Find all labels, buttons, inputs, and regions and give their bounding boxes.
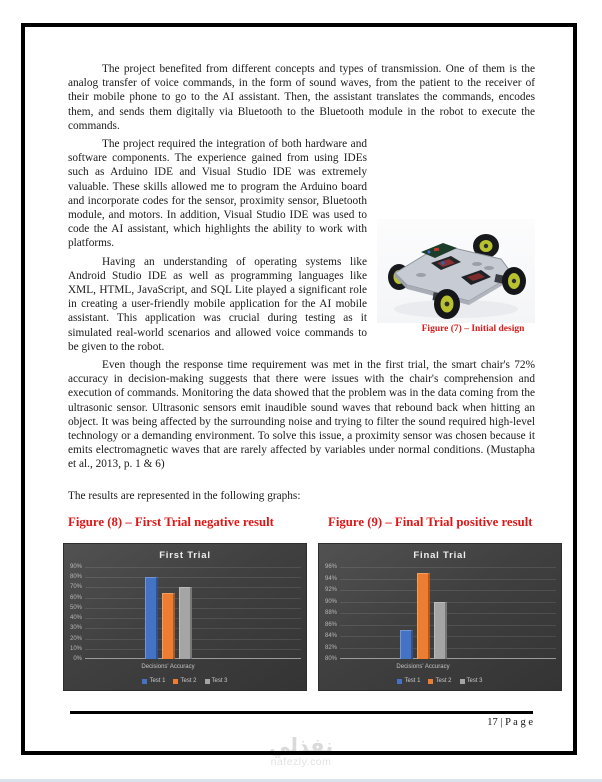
figure-8-caption: Figure (8) – First Trial negative result [68,515,274,529]
paragraph-operating-systems-text: Having an understanding of operating systems like Android Studio IDE as well as programming languages like XML, HTML, JavaScript, and SQL Lite played a significant role in creating a user-friendly mobile application for the AI mobile assistant. This application was crucial during testing as it simulated real-world scenarios and allowed voice commands to be given to the robot. [68,255,367,353]
legend-item-test-1 [397,678,420,684]
robot-car-image [377,219,535,323]
paragraph-response-time [68,358,535,472]
y-tick-label: 88% [324,610,337,616]
gridline [340,636,556,637]
bar-test-1 [145,577,158,659]
legend-label: Test 3 [466,678,483,684]
paragraph-hardware-software-text: The project required the integration of both hardware and software components. The experience gained from using IDEs such as Arduino IDE and Visual Studio IDE was extremely valuable. These skills allowed me to program the Arduino board and incorporate codes for the sensor, proximity sensor, Bluetooth module, and motors. In addition, Visual Studio IDE was used to code the AI assistant, which highlights the ability to work with platforms. [68,138,367,250]
gridline [85,587,301,588]
gridline [85,639,301,640]
y-tick-label: 40% [69,615,82,622]
y-tick-label: 92% [324,587,337,593]
legend-swatch [428,679,433,684]
gridline [85,649,301,650]
chart-first-trial [63,543,307,691]
results-intro-text: The results are represented in the following graphs: [68,490,301,502]
y-tick-label: 94% [324,575,337,582]
y-tick-label: 86% [324,621,337,628]
y-tick-label: 70% [69,584,82,591]
legend-swatch [173,679,178,684]
paragraph-transmission-text: The project benefited from different concepts and types of transmission. One of them is the analog transfer of voice commands, in the form of sound waves, from the patient to the receiver of their mobile phone to go to the AI assistant. Then, the assistant translates the commands, encodes them, and sends them digitally via Bluetooth to the Bluetooth module in the robot to execute the commands. [68,63,535,132]
gridline [85,628,301,629]
watermark-domain: nafezly.com [270,756,332,768]
y-tick-label: 10% [69,645,82,652]
legend-item-test-1 [142,678,165,684]
legend-label: Test 1 [149,678,166,684]
x-axis-line [85,658,301,659]
chart-title: Final Trial [413,550,467,561]
chart-plot-area [85,567,301,659]
chart-legend [63,678,307,684]
chart-category-label: Decisions' Accuracy [141,664,195,670]
chart-title: First Trial [159,550,211,561]
footer-separator [70,711,533,714]
legend-label: Test 2 [435,678,452,684]
gridline [340,579,556,580]
gridline [340,602,556,603]
y-tick-label: 90% [69,564,82,570]
y-tick-label: 50% [69,604,82,611]
bar-test-3 [434,602,447,660]
y-tick-label: 82% [324,644,337,651]
legend-item-test-3 [460,678,483,684]
page-number: 17 | P a g e [487,717,533,728]
gridline [85,618,301,619]
legend-item-test-2 [173,678,196,684]
y-tick-label: 90% [324,598,337,605]
legend-swatch [142,679,147,684]
chart-plot-area [340,567,556,659]
legend-swatch [460,679,465,684]
y-tick-label: 80% [69,574,82,581]
gridline [85,608,301,609]
y-tick-label: 80% [324,656,337,662]
gridline [340,567,556,568]
y-tick-label: 96% [324,564,337,570]
watermark [0,735,602,768]
gridline [85,577,301,578]
page-content [68,62,535,476]
legend-item-test-3 [205,678,228,684]
y-tick-label: 30% [69,625,82,632]
figure-7-initial-design [377,219,535,335]
wheel-right [502,267,526,295]
watermark-arabic-logo: نفذلي [268,734,334,758]
gridline [340,648,556,649]
legend-label: Test 2 [180,678,197,684]
paragraph-transmission [68,62,535,133]
legend-item-test-2 [428,678,451,684]
figure-7-caption: Figure (7) – Initial design [421,324,525,335]
gridline [85,567,301,568]
legend-swatch [205,679,210,684]
y-tick-label: 20% [69,635,82,642]
legend-label: Test 1 [404,678,421,684]
legend-swatch [397,679,402,684]
x-axis-line [340,658,556,659]
bar-test-2 [417,573,430,659]
wheel-front [434,289,460,319]
bar-test-3 [179,587,192,659]
gridline [340,625,556,626]
legend-label: Test 3 [211,678,228,684]
y-tick-label: 84% [324,633,337,639]
bar-test-2 [162,593,175,659]
chart-category-label: Decisions' Accuracy [396,664,450,670]
gridline [340,613,556,614]
chart-final-trial [318,543,562,691]
paragraph-response-time-text: Even though the response time requirement was met in the first trial, the smart chair's 72% accuracy in decision-making suggests that there were issues with the chair's comprehension and execution of commands. Monitoring the data showed that the problem was in the data coming from the ultrasonic sensor. Ultrasonic sensors emit inaudible sound waves that rebound back when hitting an object. It was being affected by the surrounding noise and trying to filter the sound required high-level technology or a demanding environment. To solve this issue, a proximity sensor was chosen because it emits electromagnetic waves that are rarely affected by variables under normal conditions. (Mustapha et al., 2013, p. 1 & 6) [68,359,535,471]
gridline [85,598,301,599]
y-tick-label: 0% [73,656,82,662]
bar-test-1 [400,630,413,659]
figure-9-caption: Figure (9) – Final Trial positive result [328,515,533,529]
gridline [340,590,556,591]
chart-legend [318,678,562,684]
y-tick-label: 60% [69,594,82,601]
